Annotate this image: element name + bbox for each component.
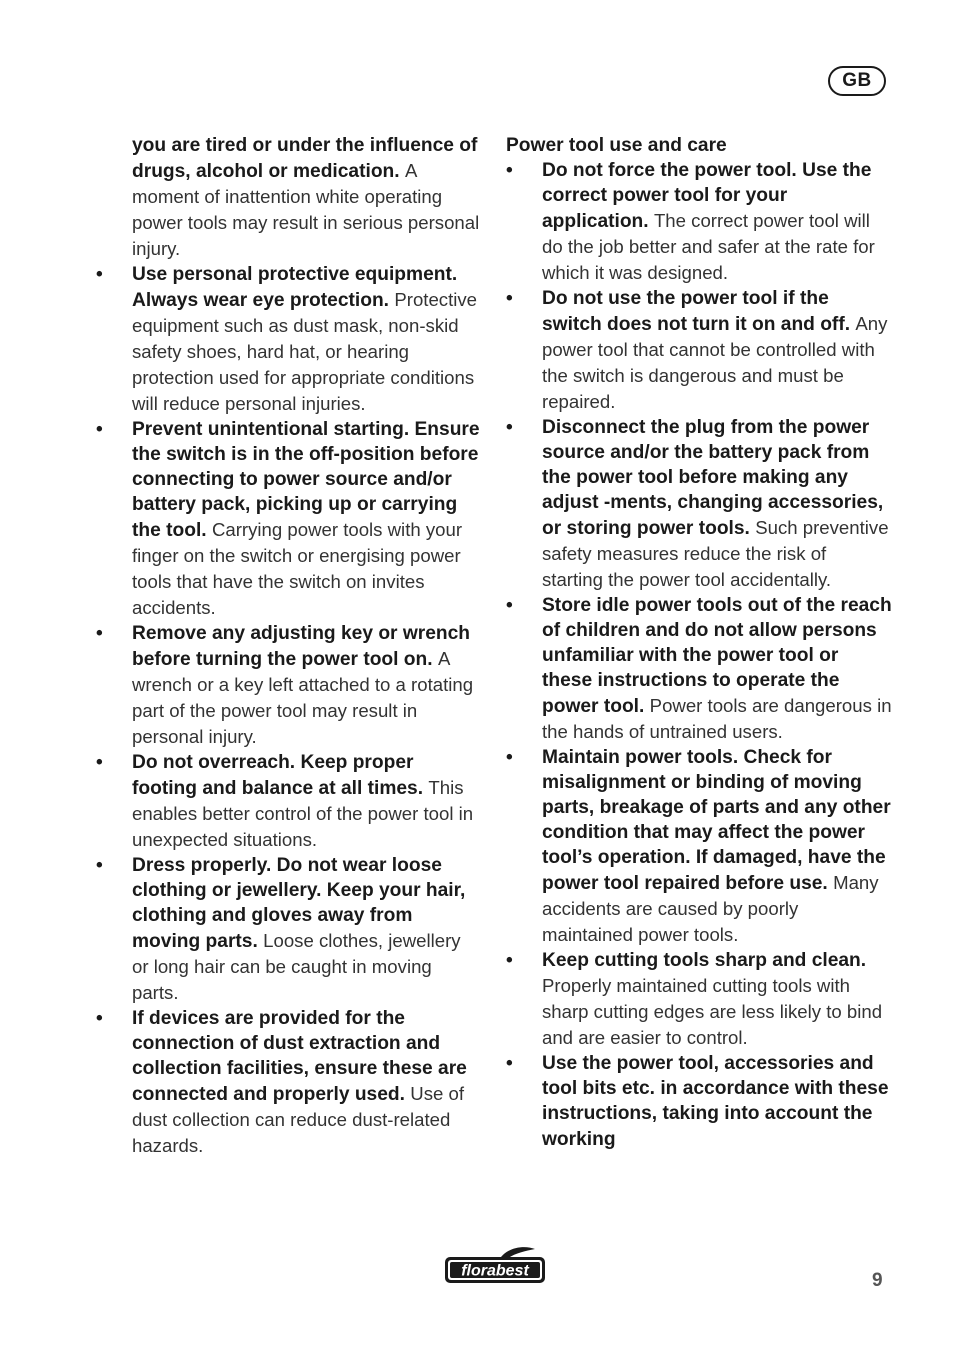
safety-item xyxy=(96,853,482,1006)
right-column xyxy=(506,133,892,1152)
bullet-icon: • xyxy=(506,288,513,309)
safety-rule-bold: Disconnect the plug from the power source and/or the battery pack from the power tool before making any adjust -ments, changing accessories, or storing power tools. xyxy=(542,417,884,539)
safety-rule-bold: Use the power tool, accessories and tool bits etc. in accordance with these instructions, taking into account the working xyxy=(542,1053,889,1150)
bullet-icon: • xyxy=(96,419,103,440)
safety-rule-text: Such preventive safety measures reduce the risk of starting the power tool accidentally. xyxy=(542,517,889,590)
safety-rule-text: Properly maintained cutting tools with sharp cutting edges are less likely to bind and are easier to control. xyxy=(542,975,883,1048)
safety-rule-text: Many accidents are caused by poorly maintained power tools. xyxy=(542,872,879,945)
safety-rule-text: Protective equipment such as dust mask, non-skid safety shoes, hard hat, or hearing protection used for appropriate conditions will reduce personal injuries. xyxy=(132,289,478,414)
language-badge: GB xyxy=(828,66,886,96)
safety-rule-bold: Remove any adjusting key or wrench before turning the power tool on. xyxy=(132,623,471,670)
safety-item xyxy=(96,1006,482,1159)
safety-rule-bold: Store idle power tools out of the reach of children and do not allow persons unfamiliar with the power tool or these instructions to operate the power tool. xyxy=(542,595,892,717)
safety-rule-text: Loose clothes, jewellery or long hair can be caught in moving parts. xyxy=(132,930,461,1003)
safety-item xyxy=(96,417,482,621)
safety-rule-text: Any power tool that cannot be controlled with the switch is dangerous and must be repaired. xyxy=(542,313,888,412)
bullet-icon: • xyxy=(506,747,513,768)
safety-item xyxy=(506,286,892,415)
florabest-logo xyxy=(443,1245,549,1292)
left-column xyxy=(96,133,482,1159)
safety-item xyxy=(506,158,892,286)
safety-rule-bold: Keep cutting tools sharp and clean. xyxy=(542,950,867,971)
safety-rule-text: Power tools are dangerous in the hands of untrained users. xyxy=(542,695,892,742)
safety-rule-bold: Do not force the power tool. Use the correct power tool for your application. xyxy=(542,160,872,232)
safety-rule-bold: Prevent unintentional starting. Ensure the switch is in the off-position before connecting to power source and/or battery pack, picking up or carrying the tool. xyxy=(132,419,480,541)
safety-rule-bold: Dress properly. Do not wear loose clothing or jewellery. Keep your hair, clothing and gloves away from moving parts. xyxy=(132,855,466,952)
bullet-icon: • xyxy=(506,950,513,971)
bullet-icon: • xyxy=(96,752,103,773)
safety-rule-bold: Do not use the power tool if the switch does not turn it on and off. xyxy=(542,288,851,335)
svg-text:florabest: florabest xyxy=(461,1262,529,1280)
safety-item xyxy=(506,415,892,593)
safety-item xyxy=(506,745,892,948)
continued-paragraph xyxy=(96,133,482,262)
safety-rule-text: Carrying power tools with your finger on the switch or energising power tools that have the switch on invites accidents. xyxy=(132,519,463,618)
safety-rule-text: The correct power tool will do the job better and safer at the rate for which it was designed. xyxy=(542,210,875,283)
page-number: 9 xyxy=(872,1270,883,1291)
bullet-icon: • xyxy=(506,1053,513,1074)
safety-rule-bold: you are tired or under the influence of drugs, alcohol or medication. xyxy=(132,135,478,182)
safety-item xyxy=(506,593,892,745)
safety-rule-text: Use of dust collection can reduce dust-related hazards. xyxy=(132,1083,465,1156)
safety-item xyxy=(506,948,892,1051)
safety-item xyxy=(96,750,482,853)
section-heading: Power tool use and care xyxy=(506,135,727,156)
safety-item xyxy=(506,1051,892,1152)
safety-item xyxy=(96,262,482,417)
safety-rule-text: A moment of inattention white operating power tools may result in serious personal injury. xyxy=(132,160,480,259)
safety-rule-bold: Do not overreach. Keep proper footing and balance at all times. xyxy=(132,752,424,799)
bullet-icon: • xyxy=(96,623,103,644)
safety-item xyxy=(96,621,482,750)
safety-rule-bold: Maintain power tools. Check for misalignment or binding of moving parts, breakage of parts and any other condition that may affect the power tool’s operation. If damaged, have the power tool repaired before use. xyxy=(542,747,891,894)
safety-rule-text: This enables better control of the power tool in unexpected situations. xyxy=(132,777,474,850)
safety-rule-bold: If devices are provided for the connection of dust extraction and collection facilities, ensure these are connected and properly used. xyxy=(132,1008,467,1105)
bullet-icon: • xyxy=(96,1008,103,1029)
safety-rule-text: A wrench or a key left attached to a rotating part of the power tool may result in personal injury. xyxy=(132,648,474,747)
bullet-icon: • xyxy=(506,160,513,181)
bullet-icon: • xyxy=(506,595,513,616)
bullet-icon: • xyxy=(96,855,103,876)
bullet-icon: • xyxy=(96,264,103,285)
safety-rule-bold: Use personal protective equipment. Always wear eye protection. xyxy=(132,264,458,311)
bullet-icon: • xyxy=(506,417,513,438)
